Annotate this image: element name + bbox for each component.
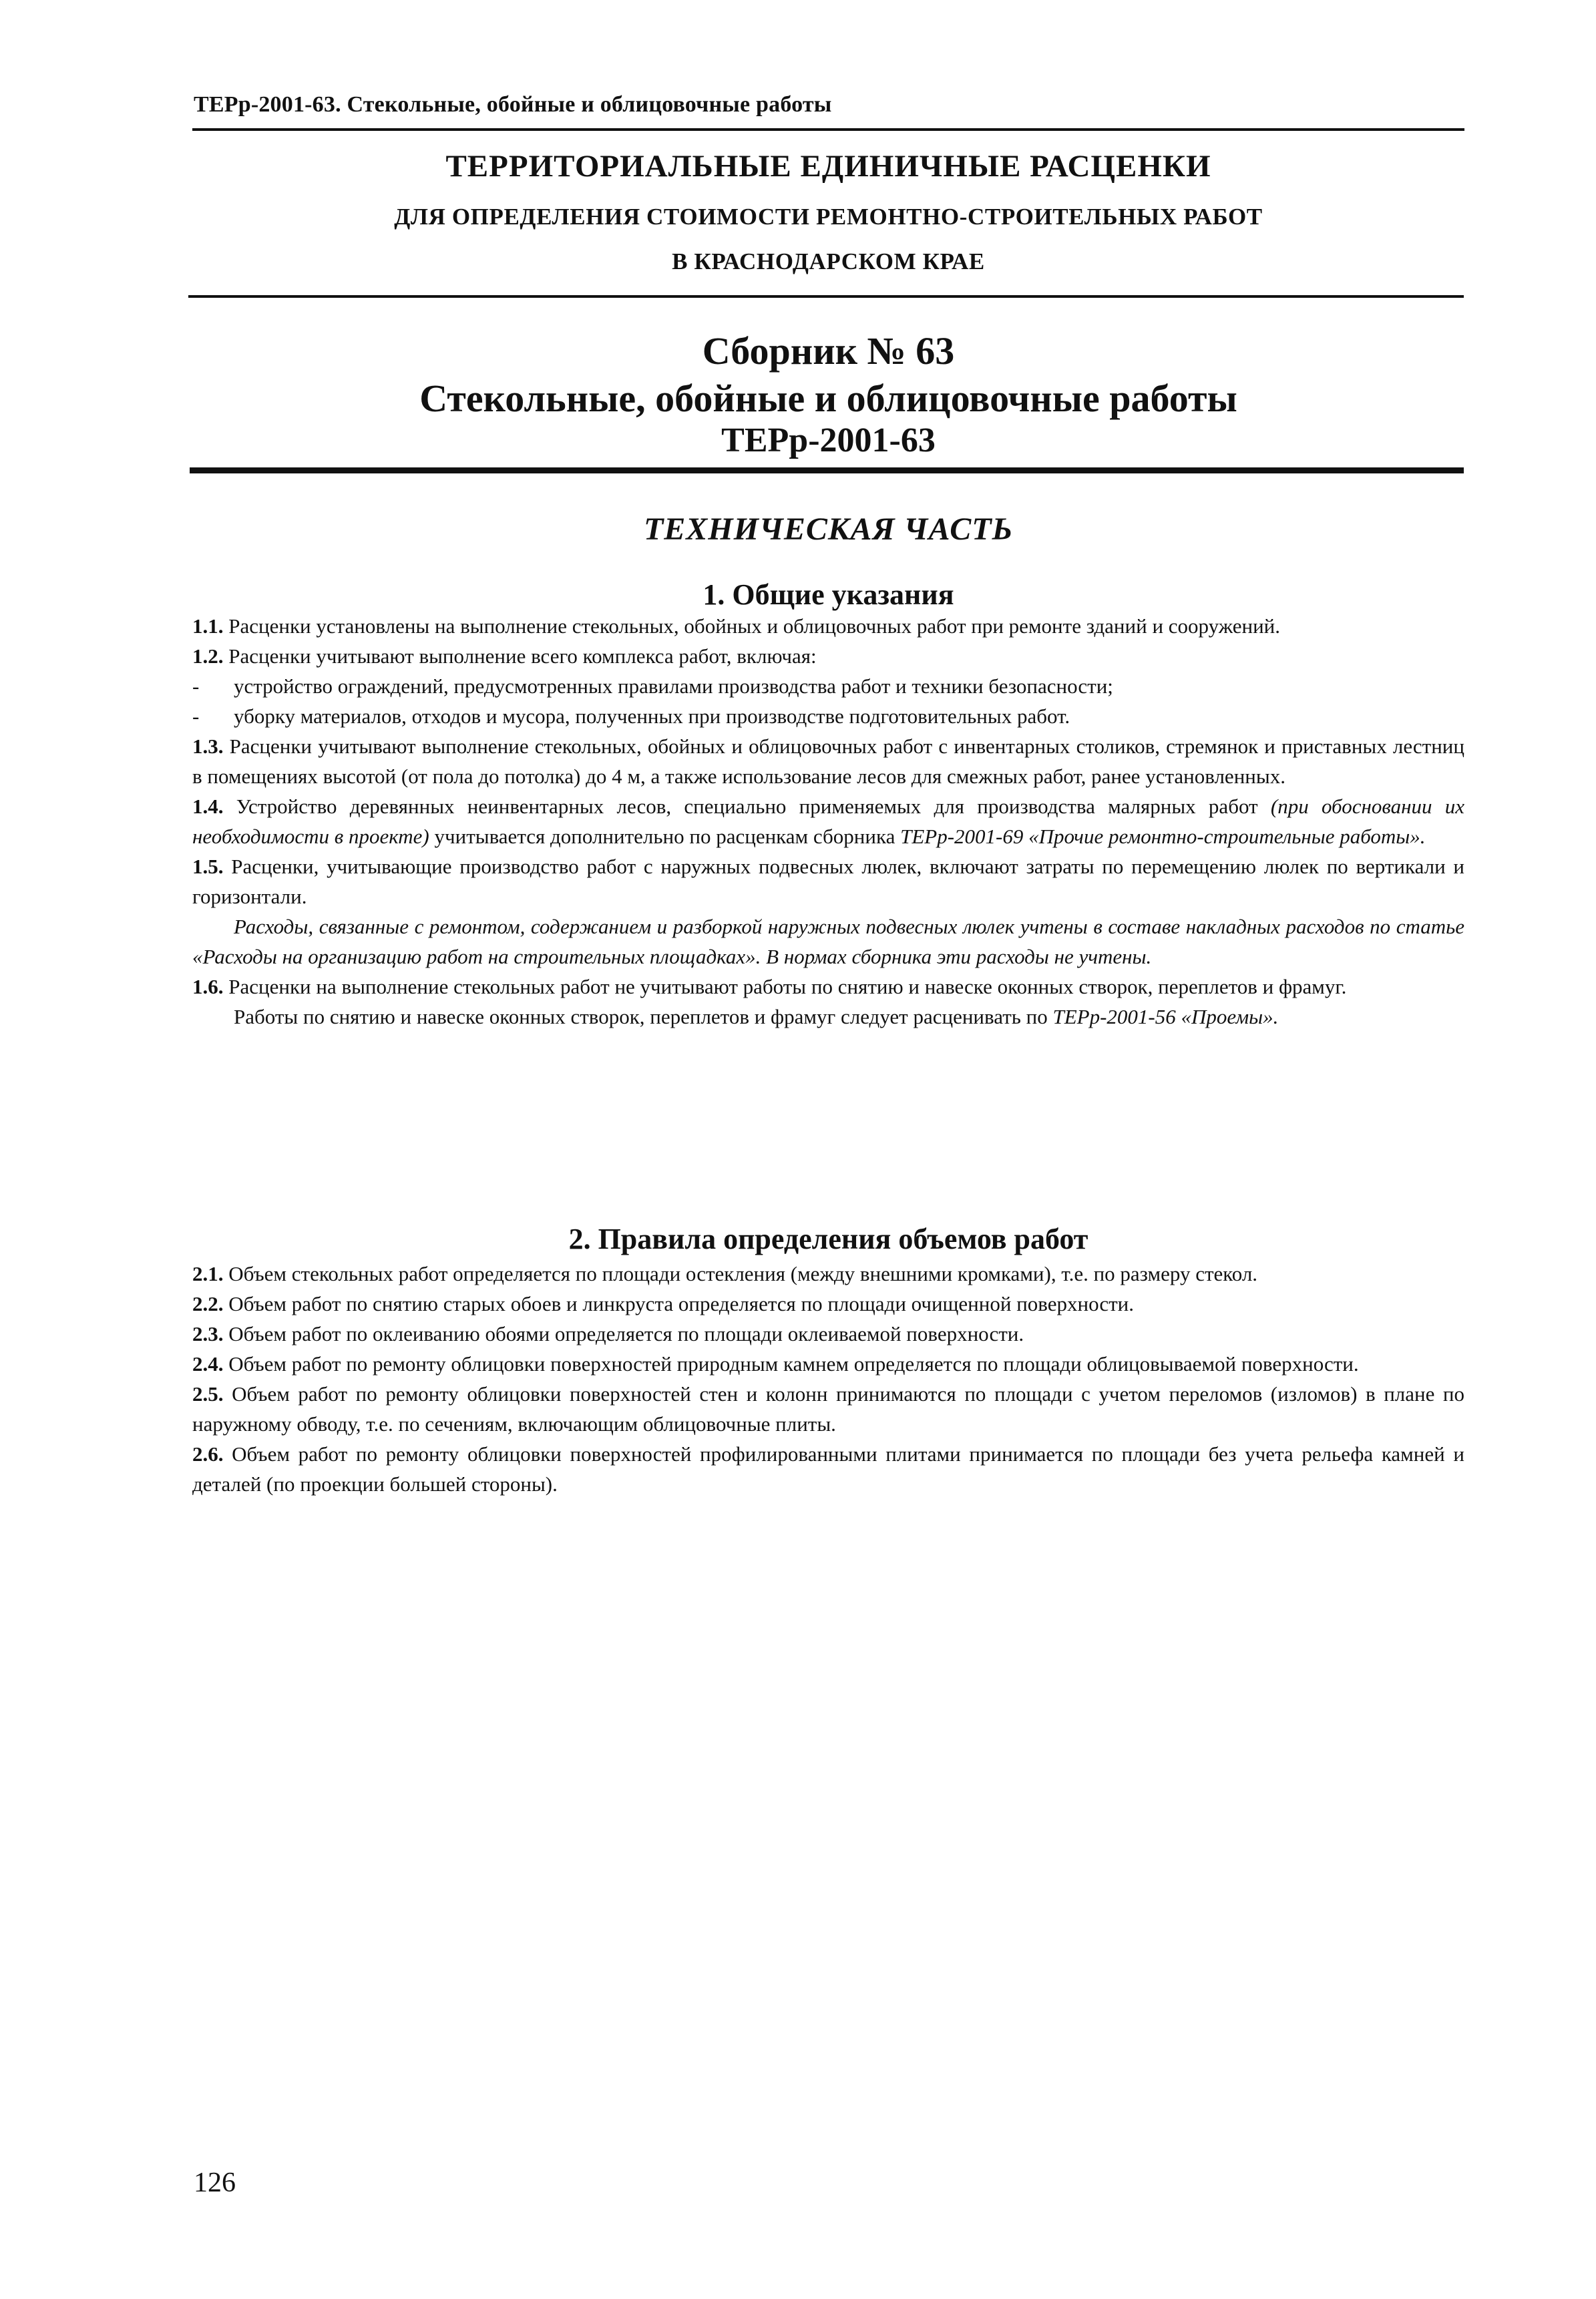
paragraph-1-6-note: Работы по снятию и навеске оконных створок, переплетов и фрамуг следует расценивать по ТЕРр-2001-56 «Проемы». — [234, 1005, 1279, 1028]
header-rule — [192, 128, 1464, 131]
paragraph-2-1: 2.1. Объем стекольных работ определяется по площади остекления (между внешними кромками), т.е. по размеру стекол. — [192, 1262, 1258, 1285]
title-subtitle-2: В КРАСНОДАРСКОМ КРАЕ — [672, 248, 985, 274]
paragraph-2-6: 2.6. Объем работ по ремонту облицовки поверхностей профилированными плитами принимается по площади без учета рельефа камней и деталей (по проекции большей стороны). — [192, 1442, 1464, 1496]
paragraph-1-4: 1.4. Устройство деревянных неинвентарных лесов, специально применяемых для производства малярных работ (при обосновании их необходимости в проекте) учитывается дополнительно по расценкам сборника ТЕРр-2001-69 «Прочие ремонтно-строительные работы». — [192, 795, 1465, 848]
paragraph-1-5-note: Расходы, связанные с ремонтом, содержанием и разборкой наружных подвесных люлек учтены в составе накладных расходов по статье «Расходы на организацию работ на строительных площадках». В нормах сборника эти расходы не учтены. — [192, 915, 1464, 968]
paragraph-1-6: 1.6. Расценки на выполнение стекольных работ не учитывают работы по снятию и навеске оконных створок, переплетов и фрамуг. — [192, 975, 1347, 998]
paragraph-2-4: 2.4. Объем работ по ремонту облицовки поверхностей природным камнем определяется по площади облицовываемой поверхности. — [192, 1352, 1359, 1376]
paragraph-2-3: 2.3. Объем работ по оклеиванию обоями определяется по площади оклеиваемой поверхности. — [192, 1322, 1024, 1345]
section-2-body — [192, 1259, 1464, 1499]
paragraph-1-3: 1.3. Расценки учитывают выполнение стекольных, обойных и облицовочных работ с инвентарных столиков, стремянок и приставных лестниц в помещениях высотой (от пола до потолка) до 4 м, а также использование лесов для смежных работ, ранее установленных. — [192, 735, 1464, 788]
title-main: ТЕРРИТОРИАЛЬНЫЕ ЕДИНИЧНЫЕ РАСЦЕНКИ — [445, 149, 1211, 184]
title-rule — [188, 295, 1464, 298]
section-1-body — [192, 611, 1464, 1032]
paragraph-1-1: 1.1. Расценки установлены на выполнение стекольных, обойных и облицовочных работ при ремонте зданий и сооружений. — [192, 614, 1281, 638]
paragraph-2-2: 2.2. Объем работ по снятию старых обоев и линкруста определяется по площади очищенной поверхности. — [192, 1292, 1135, 1315]
section-1-heading: 1. Общие указания — [703, 578, 954, 611]
collection-rule — [190, 467, 1464, 473]
collection-number: Сборник № 63 — [702, 329, 955, 373]
paragraph-1-5: 1.5. Расценки, учитывающие производство работ с наружных подвесных люлек, включают затраты по перемещению люлек по вертикали и горизонтали. — [192, 855, 1464, 908]
page-number: 126 — [194, 2167, 236, 2198]
paragraph-2-5: 2.5. Объем работ по ремонту облицовки поверхностей стен и колонн принимаются по площади с учетом переломов (изломов) в плане по наружному обводу, т.е. по сечениям, включающим облицовочные плиты. — [192, 1382, 1465, 1436]
paragraph-1-2: 1.2. Расценки учитывают выполнение всего комплекса работ, включая: — [192, 644, 817, 668]
collection-title: Стекольные, обойные и облицовочные работы — [419, 377, 1237, 420]
section-2-heading: 2. Правила определения объемов работ — [568, 1223, 1088, 1255]
technical-part-heading: ТЕХНИЧЕСКАЯ ЧАСТЬ — [643, 511, 1014, 547]
title-subtitle-1: ДЛЯ ОПРЕДЕЛЕНИЯ СТОИМОСТИ РЕМОНТНО-СТРОИТЕЛЬНЫХ РАБОТ — [394, 204, 1263, 230]
collection-code: ТЕРр-2001-63 — [721, 421, 936, 459]
list-item: - уборку материалов, отходов и мусора, полученных при производстве подготовительных работ. — [192, 704, 1070, 728]
running-header: ТЕРр-2001-63. Стекольные, обойные и облицовочные работы — [194, 92, 832, 117]
list-item: - устройство ограждений, предусмотренных правилами производства работ и техники безопасности; — [192, 674, 1113, 698]
